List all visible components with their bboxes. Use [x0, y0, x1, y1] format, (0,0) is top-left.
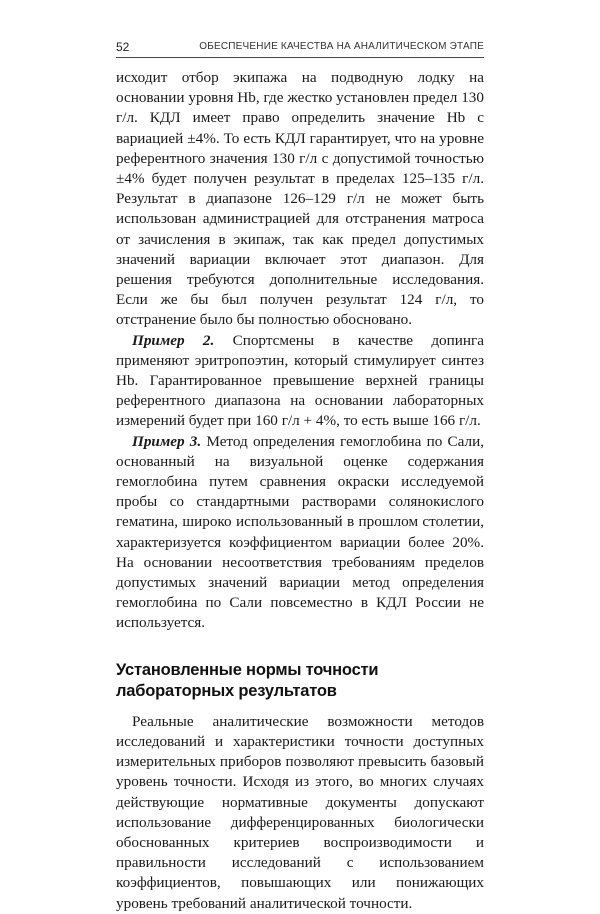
example-3-label: Пример 3.: [132, 432, 202, 450]
page-header: [116, 40, 484, 56]
example-2-label: Пример 2.: [132, 331, 215, 349]
paragraph-continuation: исходит отбор экипажа на подводную лодку на основании уровня Hb, где жестко установлен предел 130 г/л. КДЛ имеет право определить значение Hb с вариацией ±4%. То есть КДЛ гарантирует, что на уровне референтного значения 130 г/л с допустимой точностью ±4% будет получен результат в пределах 125–135 г/л. Результат в диапазоне 126–129 г/л не может быть использован администрацией для отстранения матроса от зачисления в экипаж, так как предел допустимых значений вариации включает этот диапазон. Для решения требуются дополнительные исследования. Если же бы был получен результат 124 г/л, то отстранение было бы полностью обосновано.: [116, 69, 484, 329]
header-rule: [116, 57, 484, 58]
running-title: ОБЕСПЕЧЕНИЕ КАЧЕСТВА НА АНАЛИТИЧЕСКОМ ЭТАПЕ: [199, 41, 484, 52]
body-text: [116, 68, 484, 914]
example-2-text: Спортсмены в качестве допинга применяют эритропоэтин, который стимулирует синтез Hb. Гарантированное превышение верхней границы референтного диапазона на основании лабораторных измерений будет при 160 г/л + 4%, то есть выше 166 г/л.: [116, 331, 485, 430]
example-3-text: Метод определения гемоглобина по Сали, основанный на визуальной оценке содержания гемоглобина путем сравнения окраски исследуемой пробы со стандартными растворами солянокислого гематина, широко использованный в прошлом столетии, характеризуется коэффициентом вариации более 20%. На основании несоответствия требованиям пределов допустимых значений вариации метод определения гемоглобина по Сали повсеместно в КДЛ России не используется.: [116, 432, 484, 632]
paragraph-section-body: Реальные аналитические возможности методов исследований и характеристики точности доступных измерительных приборов позволяют превысить базовый уровень точности. Исходя из этого, во многих случаях действующие нормативные документы допускают использование дифференцированных биологически обоснованных критериев воспроизводимости и правильности исследований с использованием коэффициентов, повышающих или понижающих уровень требований аналитической точности.: [116, 712, 484, 912]
section-heading: Установленные нормы точности лабораторных результатов: [116, 660, 379, 700]
paragraph-example-2: [116, 331, 484, 432]
page-number: 52: [116, 40, 130, 54]
paragraph-example-3: [116, 432, 484, 634]
